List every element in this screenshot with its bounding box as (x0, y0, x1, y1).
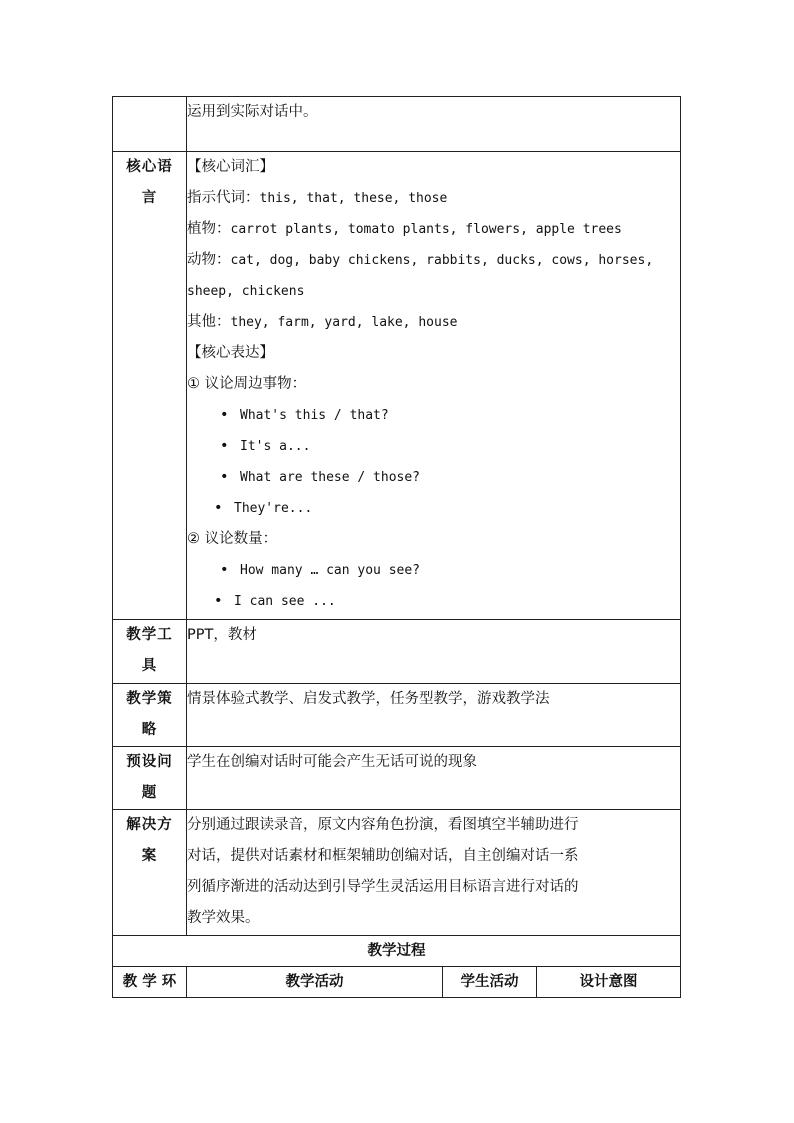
topic2-item (187, 586, 680, 617)
vocab-animals-cont: sheep, chickens (187, 284, 305, 299)
col-activity-header: 教学活动 (187, 967, 443, 998)
topic1-heading (187, 369, 680, 400)
vocab-heading: 【核心词汇】 (187, 159, 274, 175)
solution-line: 分别通过跟读录音，原文内容角色扮演，看图填空半辅助进行 (187, 817, 579, 833)
objective-label-cell (113, 97, 187, 152)
vocab-plants-words: carrot plants, tomato plants, flowers, apple trees (230, 222, 622, 237)
col-stage-header: 教 学 环 (113, 967, 187, 998)
solution-label (113, 810, 187, 936)
solution-line: 对话，提供对话素材和框架辅助创编对话，自主创编对话一系 (187, 848, 579, 864)
topic2-item-text: I can see ... (234, 594, 336, 609)
process-title-row (113, 936, 681, 967)
col-design-header: 设计意图 (537, 967, 681, 998)
topic1-item (187, 431, 680, 462)
strategy-content (187, 684, 681, 747)
vocab-demonstratives (187, 183, 680, 214)
topic2-heading (187, 524, 680, 555)
topic1-item (187, 462, 680, 493)
topic2-text: 议论数量： (204, 531, 278, 547)
solution-row (113, 810, 681, 936)
solution-label-text: 解决方案 (126, 817, 173, 864)
strategy-label-text: 教学策略 (126, 691, 173, 738)
strategy-label (113, 684, 187, 747)
vocab-animals-words: cat, dog, baby chickens, rabbits, ducks, cows, horses, (230, 253, 654, 268)
vocab-others-words: they, farm, yard, lake, house (230, 315, 458, 330)
topic1-item-text: What are these / those? (240, 470, 421, 485)
topic2-marker: ② (187, 531, 200, 547)
objective-text: 运用到实际对话中。 (187, 104, 318, 120)
topic1-text: 议论周边事物： (204, 376, 307, 392)
tools-label (113, 620, 187, 684)
bullet-icon: • (220, 562, 229, 578)
topic2-item-text: How many … can you see? (240, 563, 421, 578)
vocab-others-label: 其他： (187, 314, 231, 330)
objective-content (187, 97, 681, 152)
tools-text: PPT，教材 (187, 627, 257, 643)
topic1-item-text: It's a... (240, 439, 311, 454)
strategy-row (113, 684, 681, 747)
tools-row (113, 620, 681, 684)
solution-line: 列循序渐进的活动达到引导学生灵活运用目标语言进行对话的 (187, 879, 579, 895)
tools-label-text: 教学工具 (126, 627, 173, 674)
topic1-item (187, 400, 680, 431)
topic1-item (187, 493, 680, 524)
solution-content (187, 810, 681, 936)
bullet-icon: • (220, 469, 229, 485)
core-language-label (113, 152, 187, 620)
bullet-icon: • (214, 500, 223, 516)
bullet-icon: • (220, 438, 229, 454)
problem-content (187, 747, 681, 810)
vocab-demonstratives-words: this, that, these, those (259, 191, 448, 206)
core-language-content (187, 152, 681, 620)
strategy-text: 情景体验式教学、启发式教学，任务型教学，游戏教学法 (187, 691, 550, 707)
lesson-plan-table (112, 96, 681, 998)
problem-row (113, 747, 681, 810)
vocab-animals-label: 动物： (187, 252, 231, 268)
topic1-marker: ① (187, 376, 200, 392)
vocab-demonstratives-label: 指示代词： (187, 190, 260, 206)
vocab-animals (187, 245, 680, 276)
vocab-others (187, 307, 680, 338)
expression-heading: 【核心表达】 (187, 345, 274, 361)
core-language-label-text: 核心语言 (126, 159, 173, 206)
topic1-item-text: They're... (234, 501, 313, 516)
col-student-header: 学生活动 (443, 967, 537, 998)
vocab-plants-label: 植物： (187, 221, 231, 237)
objective-row (113, 97, 681, 152)
problem-label (113, 747, 187, 810)
bullet-icon: • (220, 407, 229, 423)
topic1-item-text: What's this / that? (240, 408, 389, 423)
problem-label-text: 预设问题 (126, 754, 173, 801)
solution-line: 教学效果。 (187, 910, 260, 926)
topic2-item (187, 555, 680, 586)
problem-text: 学生在创编对话时可能会产生无话可说的现象 (187, 754, 477, 770)
tools-content (187, 620, 681, 684)
bullet-icon: • (214, 593, 223, 609)
process-header-row (113, 967, 681, 998)
vocab-plants (187, 214, 680, 245)
process-title: 教学过程 (113, 936, 681, 967)
core-language-row (113, 152, 681, 620)
